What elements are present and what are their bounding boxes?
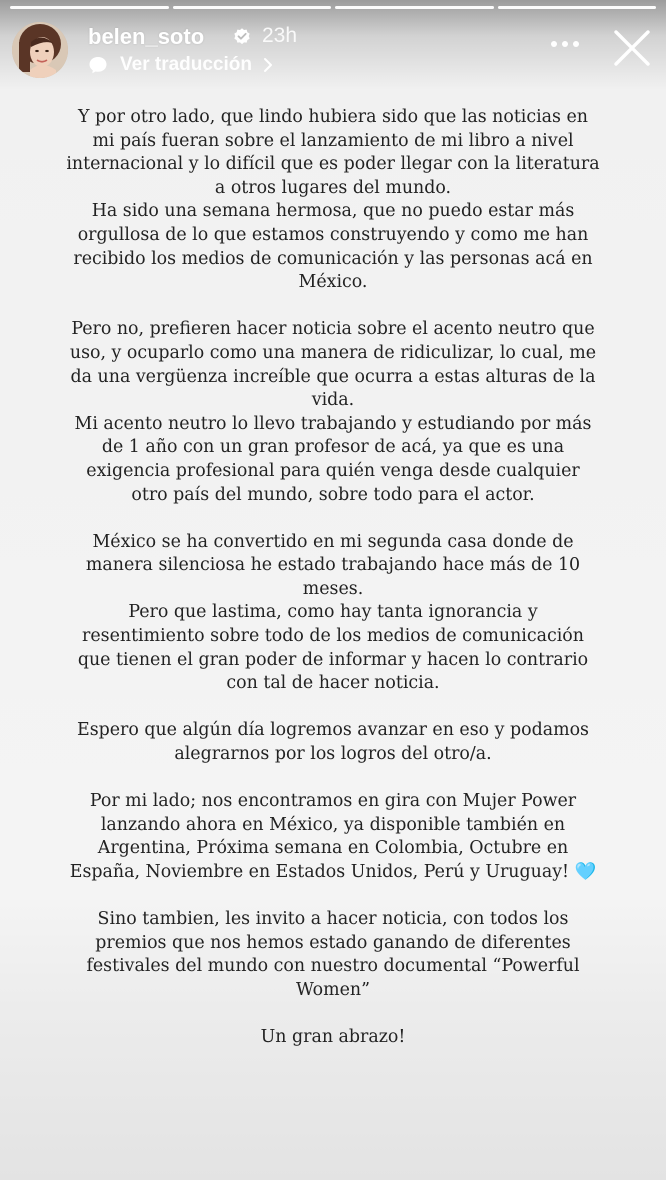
- post-time: 23h: [262, 24, 298, 47]
- progress-segment: [335, 6, 494, 9]
- progress-segment: [173, 6, 332, 9]
- progress-segment: [498, 6, 657, 9]
- story-sign-off: Un gran abrazo!: [260, 1027, 406, 1048]
- progress-segment: [10, 6, 169, 9]
- story-paragraph: Pero que lastima, como hay tanta ignorancia y resentimiento sobre todo de los medios de comunicación que tienen el gran poder de informar y hacen lo contrario con tal de hacer noticia.: [77, 602, 589, 694]
- translate-label: Ver traducción: [120, 54, 252, 75]
- light-blue-heart-emoji: 🩵: [574, 862, 597, 882]
- story-paragraph: Pero no, prefieren hacer noticia sobre el acento neutro que uso, y ocuparlo como una manera de ridiculizar, lo cual, me da una vergüenza increíble que ocurra a estas alturas de la vida.: [69, 319, 597, 411]
- translate-link[interactable]: [88, 54, 274, 76]
- story-paragraph: Mi acento neutro lo llevo trabajando y estudiando por más de 1 año con un gran profesor de acá, ya que es una exigencia profesional para quién venga desde cualquier otro país del mundo, sobre todo para el actor.: [74, 413, 592, 505]
- verified-badge-icon: [232, 27, 252, 47]
- story-paragraph: México se ha convertido en mi segunda casa donde de manera silenciosa he estado trabajando hace más de 10 meses.: [85, 531, 581, 599]
- story-paragraph: Sino tambien, les invito a hacer noticia, con todos los premios que nos hemos estado ganando de diferentes festivales del mundo con nuestro documental “Powerful Women”: [86, 909, 580, 1000]
- avatar-image: [12, 22, 68, 78]
- story-text: [66, 106, 600, 1050]
- story-progress-bar: [10, 6, 656, 10]
- chevron-right-icon: [262, 57, 274, 73]
- close-icon[interactable]: [612, 28, 652, 68]
- translate-bubble-icon: [88, 55, 108, 75]
- tour-text: Por mi lado; nos encontramos en gira con Mujer Power lanzando ahora en México, ya disponible también en Argentina, Próxima semana en Colombia, Octubre en España, Noviembre en Estados Unidos, Perú y Uruguay!: [69, 791, 577, 882]
- username[interactable]: belen_soto: [88, 24, 205, 49]
- story-paragraph: Espero que algún día logremos avanzar en eso y podamos alegrarnos por los logros del otro/a.: [77, 720, 589, 765]
- story-paragraph: Ha sido una semana hermosa, que no puedo estar más orgullosa de lo que estamos construyendo y como me han recibido los medios de comunicación y las personas acá en México.: [73, 201, 593, 293]
- story-paragraph-tour: [66, 790, 600, 884]
- story-paragraph: Y por otro lado, que lindo hubiera sido que las noticias en mi país fueran sobre el lanzamiento de mi libro a nivel internacional y lo difícil que es poder llegar con la literatura a otros lugares del mundo.: [66, 107, 600, 198]
- more-dots-icon[interactable]: [550, 38, 580, 50]
- avatar[interactable]: [12, 22, 68, 78]
- story-header: [12, 20, 654, 82]
